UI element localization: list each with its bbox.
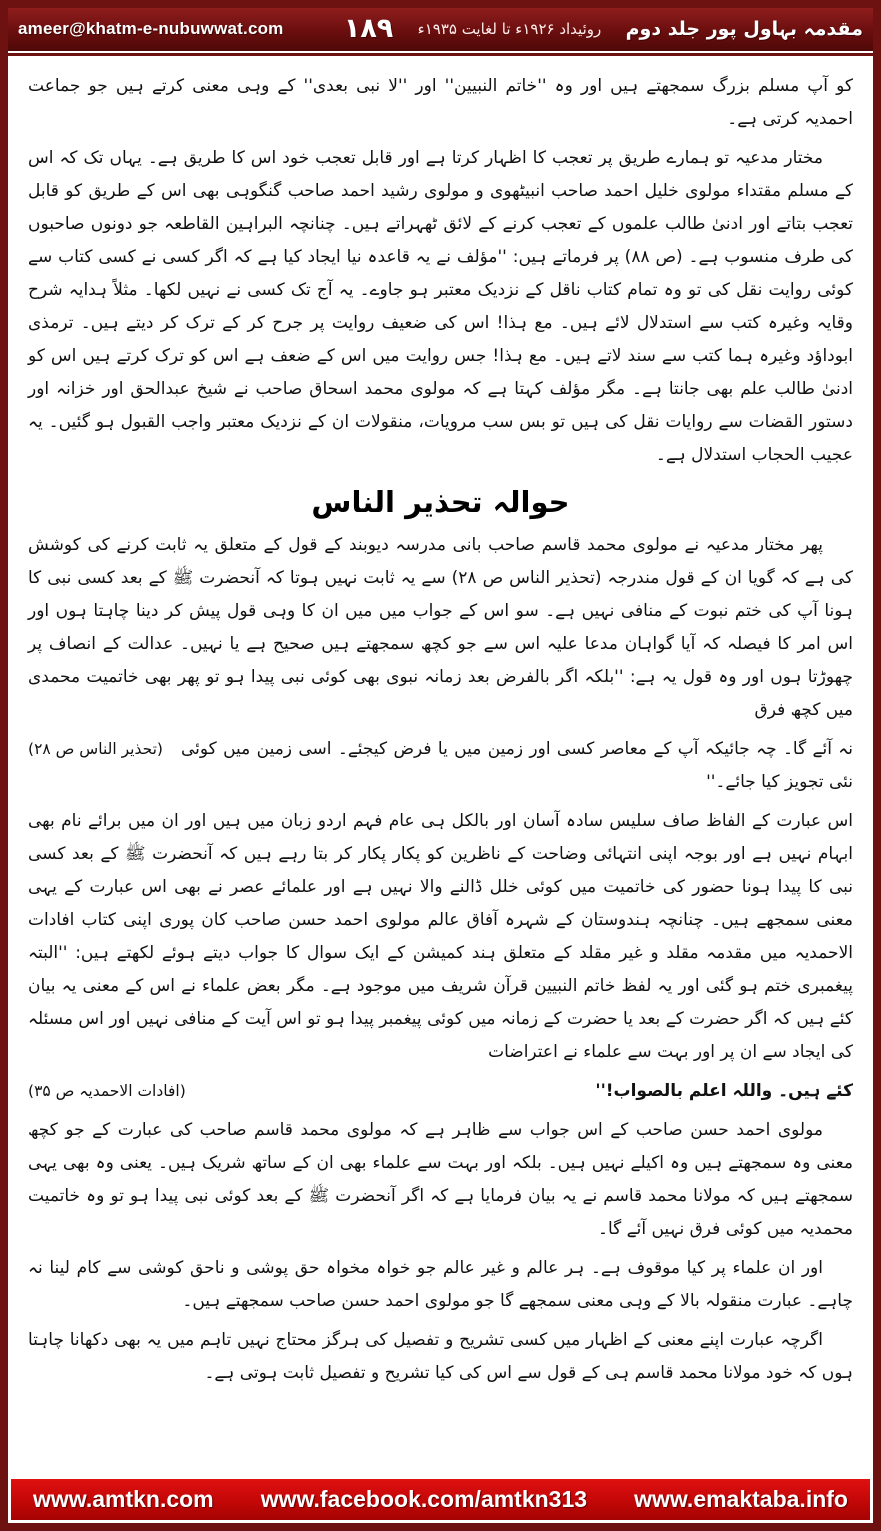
book-title: مقدمہ بہاول پور جلد دوم bbox=[625, 17, 863, 40]
quote-citation-line bbox=[28, 733, 853, 799]
quote-end-text: کئے ہیں۔ واللہ اعلم بالصواب!'' bbox=[595, 1081, 853, 1101]
quote-citation-line bbox=[28, 1075, 853, 1108]
footer-link-amtkn[interactable]: www.amtkn.com bbox=[33, 1486, 214, 1512]
contact-email[interactable]: ameer@khatm-e-nubuwwat.com bbox=[18, 18, 284, 38]
body-paragraph: اس عبارت کے الفاظ صاف سلیس سادہ آسان اور بالکل ہی عام فہم اردو زبان میں ہیں اور ان میں برائے نام بھی ابہام نہیں ہے اور بوجہ اپنی انتہائی وضاحت کے ناظرین کو پکار پکار کر بتا رہے ہیں کہ آنحضرت ﷺ کے بعد کسی نبی کا پیدا ہونا حضور کی خاتمیت میں کوئی خلل ڈالنے والا نہیں ہے اور علمائے عصر نے بھی اس عبارت کے یہی معنی سمجھے ہیں۔ چنانچہ ہندوستان کے شہرہ آفاق عالم مولوی احمد حسن صاحب کان پوری اپنی کتاب افادات الاحمدیہ میں مقدمہ مقلد و غیر مقلد کے متعلق ہند کمیشن کے ایک سوال کا جواب دیتے ہوئے لکھتے ہیں: ''البتہ پیغمبری ختم ہو گئی اور یہ لفظ خاتم النبیین قرآن شریف میں موجود ہے۔ مگر بعض علماء نے اس کے معنی یہ بیان کئے ہیں کہ اگر حضرت کے بعد یا حضرت کے زمانہ میں کوئی پیغمبر پیدا ہو تو اس آیت کے منافی نہیں اور اس مسئلہ کی ایجاد سے ان پر اور بہت سے علماء نے اعتراضات bbox=[28, 811, 853, 1062]
body-paragraph: اور ان علماء پر کیا موقوف ہے۔ ہر عالم و غیر عالم جو خواہ مخواہ حق پوشی و ناحق کوشی سے کام لینا نہ چاہے۔ عبارت منقولہ بالا کے وہی معنی سمجھے گا جو مولوی احمد حسن صاحب سمجھتے ہیں۔ bbox=[28, 1258, 853, 1311]
page-number: ۱۸۹ bbox=[343, 13, 394, 44]
page-body bbox=[8, 58, 873, 1473]
body-paragraph: مختار مدعیہ تو ہمارے طریق پر تعجب کا اظہار کرتا ہے اور قابل تعجب خود اس کا طریق ہے۔ یہاں تک کہ اس کے مسلم مقتداء مولوی خلیل احمد صاحب انبیٹھوی و مولوی رشید احمد صاحب گنگوہی بھی اس کے طریق کو قابل تعجب بتاتے اور ادنیٰ طالب علموں کے تعجب کرنے کے لائق ٹھہراتے ہیں۔ چنانچہ البراہین القاطعہ جو دونوں صاحبوں کی طرف منسوب ہے۔ (ص ۸۸) پر فرماتے ہیں: ''مؤلف نے یہ قاعدہ نیا ایجاد کیا ہے کہ اگر کسی نے کسی کتاب سے کوئی روایت نقل کی تو وہ تمام کتاب ناقل کے نزدیک معتبر ہو جاوے۔ یہ آج تک کسی نے نہیں لکھا۔ مثلاً ہدایہ شرح وقایہ وغیرہ کتب سے استدلال لائے ہیں۔ مع ہذا! اس کی ضعیف روایت پر جرح کر کے ترک کر دیتے ہیں۔ ترمذی ابوداؤد وغیرہ ہما کتب سے سند لاتے ہیں۔ مع ہذا! جس روایت میں اس کے ضعف ہے اس کو ترک کرتے ہیں اس کو ادنیٰ طالب علم بھی جانتا ہے۔ مگر مؤلف کہتا ہے کہ مولوی محمد اسحاق صاحب نے شیخ عبدالحق اور خزانہ اور دستور القضات سے روایات نقل کی ہیں تو بس سب مرویات، منقولات ان کے نزدیک معتبر واجب القبول ہو گئیں۔ یہ عجیب الحجاب استدلال ہے۔ bbox=[28, 148, 853, 465]
header-divider bbox=[8, 53, 873, 56]
body-paragraph: مولوی احمد حسن صاحب کے اس جواب سے ظاہر ہے کہ مولوی محمد قاسم صاحب کی عبارت کے جو کچھ معنی وہ سمجھتے ہیں وہ اکیلے نہیں ہیں۔ بلکہ اور بہت سے علماء بھی ان کے ساتھ شریک ہیں۔ یعنی وہ بھی یہی سمجھتے ہیں کہ مولانا محمد قاسم نے یہ بیان فرمایا ہے کہ اگر آنحضرت ﷺ کے بعد کوئی نبی پیدا ہو تو وہ خاتمیت محمدیہ میں کوئی فرق نہیں آئے گا۔ bbox=[28, 1120, 853, 1239]
body-paragraph: اگرچہ عبارت اپنے معنی کے اظہار میں کسی تشریح و تفصیل کی ہرگز محتاج نہیں تاہم میں یہ بھی دکھانا چاہتا ہوں کہ خود مولانا محمد قاسم ہی کے قول سے اس کی کیا تشریح و تفصیل ثابت ہوتی ہے۔ bbox=[28, 1330, 853, 1383]
footer-link-emaktaba[interactable]: www.emaktaba.info bbox=[634, 1486, 848, 1512]
footer-link-facebook[interactable]: www.facebook.com/amtkn313 bbox=[260, 1486, 588, 1512]
citation-reference: (تحذیر الناس ص ۲۸) bbox=[28, 740, 163, 758]
citation-reference: (افادات الاحمدیہ ص ۳۵) bbox=[28, 1082, 186, 1100]
quote-end-text: نہ آئے گا۔ چہ جائیکہ آپ کے معاصر کسی اور زمین میں یا فرض کیجئے۔ اسی زمین میں کوئی نئی تجویز کیا جائے۔'' bbox=[180, 739, 853, 792]
header-date-line: روئیداد ۱۹۲۶ء تا لغایت ۱۹۳۵ء bbox=[417, 19, 602, 38]
body-paragraph: کو آپ مسلم بزرگ سمجھتے ہیں اور وہ ''خاتم النبیین'' اور ''لا نبی بعدی'' کے وہی معنی کرتے ہیں جو جماعت احمدیہ کرتی ہے۔ bbox=[28, 76, 853, 129]
section-heading: حوالہ تحذیر الناس bbox=[311, 485, 570, 519]
page-header bbox=[8, 8, 873, 53]
page-footer bbox=[11, 1479, 870, 1520]
body-paragraph: پھر مختار مدعیہ نے مولوی محمد قاسم صاحب بانی مدرسہ دیوبند کے قول کے متعلق یہ ثابت کرنے کی کوشش کی ہے کہ گویا ان کے قول مندرجہ (تحذیر الناس ص ۲۸) سے یہ ثابت نہیں ہوتا کہ آنحضرت ﷺ کے بعد کسی نبی کا ہونا آپ کی ختم نبوت کے منافی نہیں ہے۔ سو اس کے جواب میں میں ان کا وہی قول پیش کر دینا چاہتا ہوں اور اس امر کا فیصلہ کہ آیا گواہان مدعا علیہ اس سے جو کچھ سمجھتے ہیں صحیح ہے یا نہیں۔ عدالت کے انصاف پر چھوڑتا ہوں اور وہ قول یہ ہے: ''بلکہ اگر بالفرض بعد زمانہ نبوی بھی کوئی نبی پیدا ہو تو پھر بھی خاتمیت محمدی میں کچھ فرق bbox=[28, 535, 853, 720]
